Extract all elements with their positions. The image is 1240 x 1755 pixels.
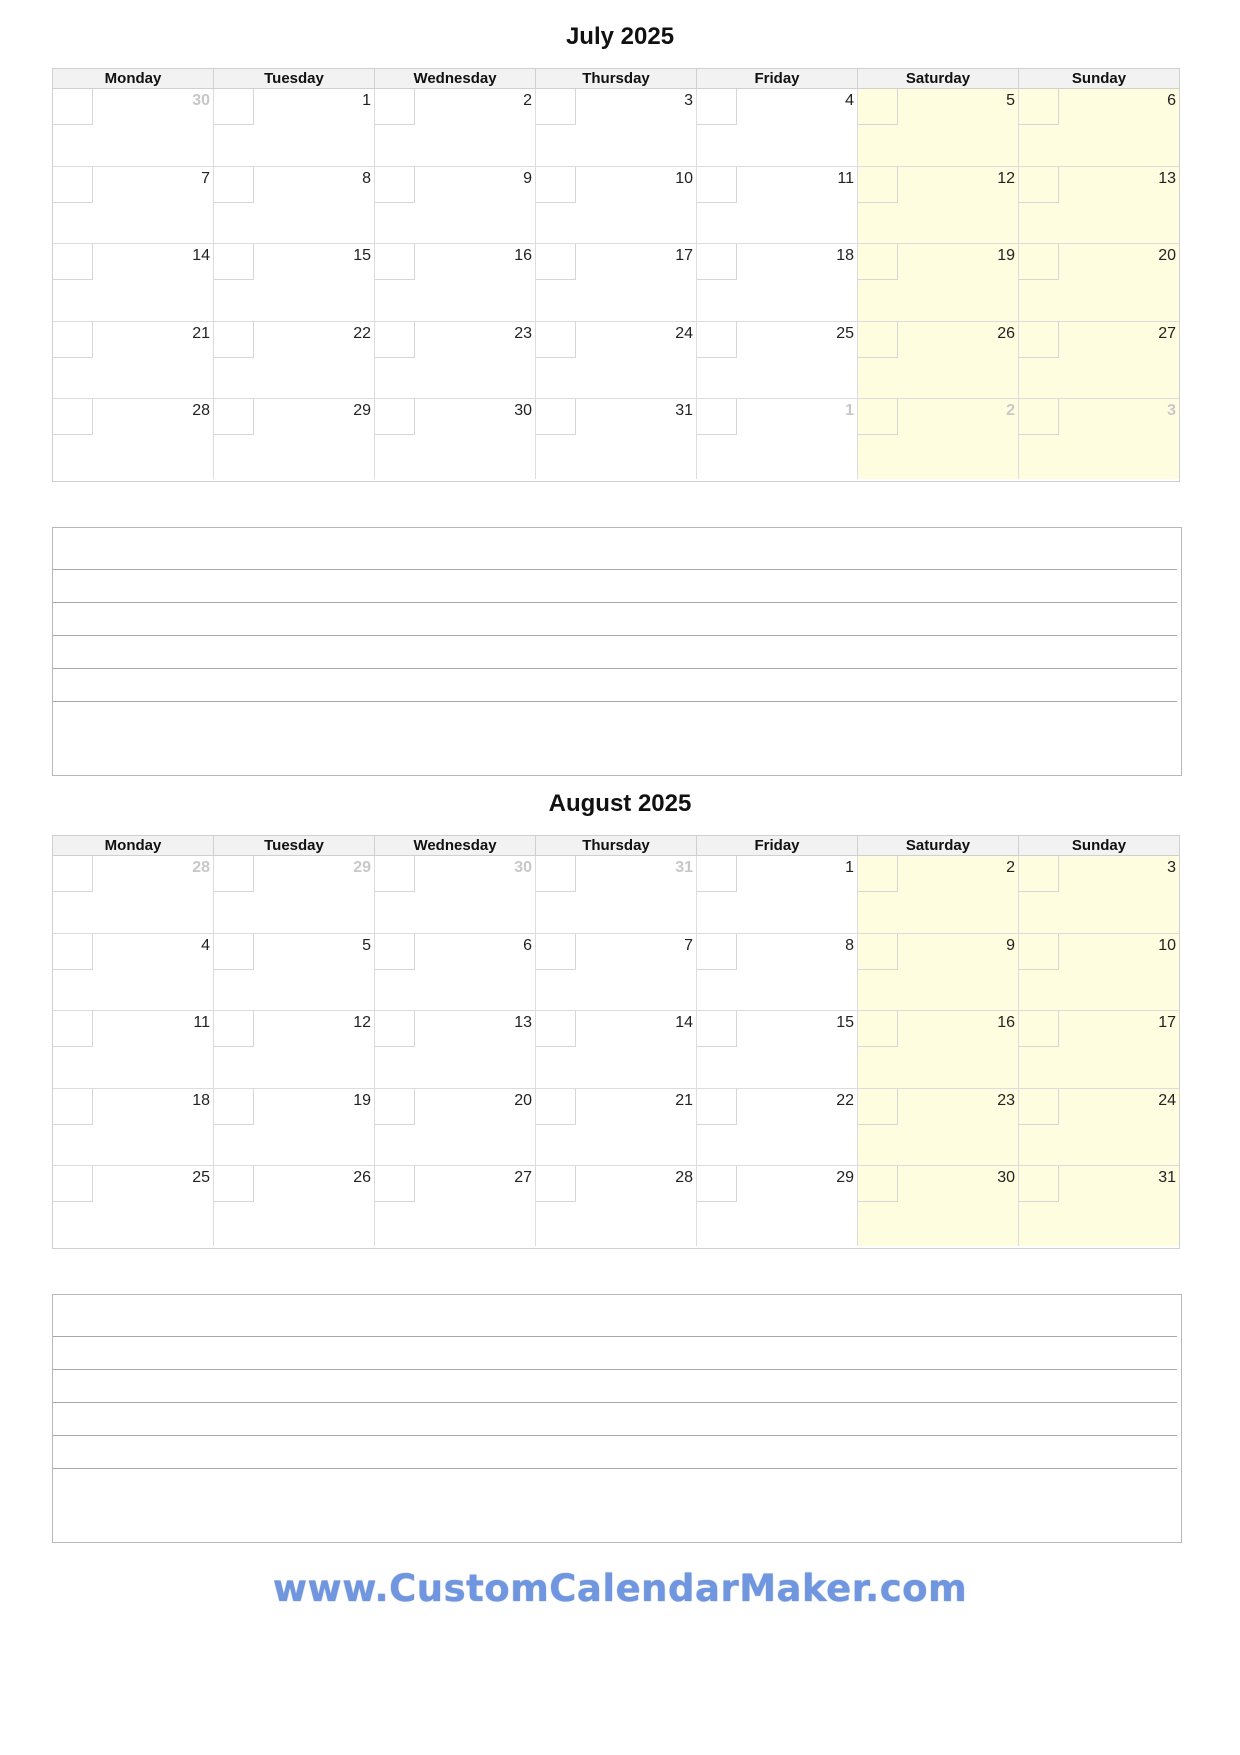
day-checkbox[interactable] [53, 167, 93, 203]
day-cell[interactable] [214, 1011, 375, 1088]
day-number: 29 [353, 402, 371, 420]
day-cell[interactable] [53, 934, 214, 1011]
day-cell[interactable] [53, 1166, 214, 1246]
day-number: 3 [684, 92, 693, 109]
day-number: 6 [523, 936, 532, 954]
day-cell[interactable] [697, 167, 858, 244]
notes-line [53, 1468, 1177, 1469]
day-checkbox[interactable] [1019, 244, 1059, 280]
notes-line [53, 569, 1177, 570]
day-cell[interactable] [375, 322, 536, 399]
day-checkbox[interactable] [214, 322, 254, 358]
day-checkbox[interactable] [858, 89, 898, 125]
day-number: 9 [1006, 936, 1015, 954]
day-number: 1 [845, 859, 854, 876]
day-checkbox[interactable] [1019, 322, 1059, 358]
day-number: 21 [675, 1091, 693, 1109]
weekday-header-row [53, 69, 1179, 89]
day-number: 13 [514, 1014, 532, 1032]
day-checkbox[interactable] [697, 399, 737, 435]
notes-line [53, 635, 1177, 636]
day-number: 18 [836, 247, 854, 265]
day-number: 25 [192, 1169, 210, 1187]
day-checkbox[interactable] [1019, 167, 1059, 203]
day-checkbox[interactable] [858, 1089, 898, 1125]
day-number: 29 [353, 859, 371, 876]
day-checkbox[interactable] [536, 1166, 576, 1202]
notes-line [53, 1336, 1177, 1337]
weekday-header-saturday: Saturday [858, 69, 1019, 88]
day-number: 28 [192, 859, 210, 876]
day-cell[interactable] [536, 934, 697, 1011]
notes-line [53, 1369, 1177, 1370]
day-number: 7 [201, 169, 210, 187]
day-checkbox[interactable] [214, 1011, 254, 1047]
notes-box-july [52, 527, 1182, 776]
day-checkbox[interactable] [1019, 934, 1059, 970]
day-cell[interactable] [375, 167, 536, 244]
day-number: 30 [514, 859, 532, 876]
day-checkbox[interactable] [375, 167, 415, 203]
week-row [53, 89, 1179, 167]
notes-line [53, 1402, 1177, 1403]
weekday-header-thursday: Thursday [536, 69, 697, 88]
calendar-grid-july [52, 68, 1180, 482]
day-cell[interactable] [375, 244, 536, 321]
day-number: 14 [192, 247, 210, 265]
day-number: 5 [362, 936, 371, 954]
day-checkbox[interactable] [697, 322, 737, 358]
day-checkbox[interactable] [214, 856, 254, 892]
day-checkbox[interactable] [214, 1166, 254, 1202]
day-number: 15 [353, 247, 371, 265]
day-cell[interactable] [858, 1089, 1019, 1166]
day-checkbox[interactable] [214, 1089, 254, 1125]
weekday-header-monday: Monday [53, 69, 214, 88]
day-number: 17 [1158, 1014, 1176, 1032]
day-cell[interactable] [1019, 167, 1179, 244]
day-checkbox[interactable] [53, 399, 93, 435]
day-number: 16 [997, 1014, 1015, 1032]
weekday-header-sunday: Sunday [1071, 70, 1127, 87]
day-checkbox[interactable] [53, 244, 93, 280]
month-title-august: August 2025 [548, 790, 692, 817]
month-title-july: July 2025 [565, 23, 675, 50]
day-checkbox[interactable] [858, 322, 898, 358]
footer-website-link[interactable]: www.CustomCalendarMaker.com [272, 1567, 968, 1610]
day-number: 22 [353, 324, 371, 342]
day-cell[interactable] [697, 89, 858, 166]
weekday-header-row [53, 836, 1179, 856]
day-number: 3 [1167, 402, 1176, 420]
weekday-header-monday: Monday [53, 836, 214, 855]
day-checkbox[interactable] [1019, 399, 1059, 435]
day-cell[interactable] [536, 1089, 697, 1166]
day-number: 3 [1167, 859, 1176, 876]
day-number: 25 [836, 324, 854, 342]
weekday-header-wednesday: Wednesday [375, 836, 536, 855]
day-number: 11 [193, 1014, 210, 1032]
day-checkbox[interactable] [375, 244, 415, 280]
day-checkbox[interactable] [53, 1089, 93, 1125]
day-cell[interactable] [375, 934, 536, 1011]
day-checkbox[interactable] [214, 89, 254, 125]
day-checkbox[interactable] [53, 1166, 93, 1202]
day-cell[interactable] [375, 1166, 536, 1246]
weekday-header-friday: Friday [697, 836, 858, 855]
day-cell[interactable] [536, 89, 697, 166]
weekday-header-friday: Friday [697, 69, 858, 88]
day-checkbox[interactable] [697, 1166, 737, 1202]
day-checkbox[interactable] [697, 1089, 737, 1125]
day-number: 30 [514, 402, 532, 420]
day-checkbox[interactable] [53, 322, 93, 358]
day-number: 26 [997, 324, 1015, 342]
day-checkbox[interactable] [375, 399, 415, 435]
day-number: 28 [675, 1169, 693, 1187]
day-cell[interactable] [697, 322, 858, 399]
weekday-header-wednesday: Wednesday [375, 69, 536, 88]
day-checkbox[interactable] [375, 322, 415, 358]
day-cell[interactable] [858, 1011, 1019, 1088]
day-number: 27 [514, 1169, 532, 1187]
day-cell[interactable] [214, 1166, 375, 1246]
day-cell[interactable] [375, 1011, 536, 1088]
day-cell[interactable] [1019, 322, 1179, 399]
notes-line [53, 602, 1177, 603]
day-cell[interactable] [697, 1011, 858, 1088]
day-cell[interactable] [375, 856, 536, 933]
day-cell[interactable] [536, 856, 697, 933]
day-cell[interactable] [53, 167, 214, 244]
day-number: 4 [201, 936, 210, 954]
calendar-grid-august [52, 835, 1180, 1249]
day-cell[interactable] [697, 856, 858, 933]
day-cell[interactable] [1019, 1011, 1179, 1088]
week-row [53, 1089, 1179, 1167]
day-checkbox[interactable] [214, 934, 254, 970]
day-checkbox[interactable] [536, 934, 576, 970]
day-checkbox[interactable] [1019, 1166, 1059, 1202]
day-cell[interactable] [1019, 934, 1179, 1011]
day-checkbox[interactable] [375, 1166, 415, 1202]
day-cell[interactable] [214, 244, 375, 321]
day-checkbox[interactable] [697, 856, 737, 892]
day-checkbox[interactable] [697, 167, 737, 203]
day-checkbox[interactable] [536, 1089, 576, 1125]
day-cell[interactable] [53, 856, 214, 933]
day-cell[interactable] [53, 244, 214, 321]
day-checkbox[interactable] [375, 1011, 415, 1047]
weekday-header-saturday: Saturday [858, 836, 1019, 855]
day-checkbox[interactable] [375, 1089, 415, 1125]
day-checkbox[interactable] [214, 167, 254, 203]
notes-line [53, 1435, 1177, 1436]
day-cell[interactable] [53, 1011, 214, 1088]
day-cell[interactable] [536, 167, 697, 244]
day-number: 31 [675, 402, 693, 420]
day-cell[interactable] [214, 89, 375, 166]
day-checkbox[interactable] [536, 89, 576, 125]
day-cell[interactable] [1019, 89, 1179, 166]
day-number: 5 [1006, 92, 1015, 109]
day-cell[interactable] [858, 399, 1019, 479]
weekday-header-sunday: Sunday [1071, 837, 1127, 854]
day-cell[interactable] [697, 244, 858, 321]
day-cell[interactable] [1019, 1166, 1179, 1246]
notes-line [53, 668, 1177, 669]
day-number: 29 [836, 1169, 854, 1187]
day-cell[interactable] [214, 322, 375, 399]
day-cell[interactable] [858, 934, 1019, 1011]
day-cell[interactable] [375, 1089, 536, 1166]
day-number: 28 [192, 402, 210, 420]
day-cell[interactable] [536, 322, 697, 399]
day-checkbox[interactable] [375, 934, 415, 970]
day-cell[interactable] [53, 322, 214, 399]
week-row [53, 856, 1179, 934]
week-row [53, 167, 1179, 245]
day-number: 8 [362, 169, 371, 187]
week-row [53, 399, 1179, 479]
day-checkbox[interactable] [536, 322, 576, 358]
day-number: 27 [1158, 324, 1176, 342]
day-number: 30 [997, 1169, 1015, 1187]
week-row [53, 244, 1179, 322]
day-cell[interactable] [858, 89, 1019, 166]
day-number: 20 [1158, 247, 1176, 265]
day-checkbox[interactable] [375, 89, 415, 125]
day-cell[interactable] [53, 89, 214, 166]
day-number: 12 [997, 169, 1015, 187]
day-number: 18 [192, 1091, 210, 1109]
day-cell[interactable] [53, 399, 214, 479]
day-number: 4 [845, 92, 854, 109]
day-number: 17 [675, 247, 693, 265]
day-checkbox[interactable] [697, 89, 737, 125]
day-checkbox[interactable] [1019, 89, 1059, 125]
day-number: 6 [1167, 92, 1176, 109]
day-checkbox[interactable] [858, 1166, 898, 1202]
day-number: 24 [1158, 1091, 1176, 1109]
day-checkbox[interactable] [536, 1011, 576, 1047]
day-number: 1 [845, 402, 854, 420]
day-checkbox[interactable] [858, 856, 898, 892]
day-cell[interactable] [697, 934, 858, 1011]
day-checkbox[interactable] [53, 856, 93, 892]
day-number: 31 [1158, 1169, 1176, 1187]
day-cell[interactable] [53, 1089, 214, 1166]
day-number: 1 [362, 92, 371, 109]
day-number: 23 [514, 324, 532, 342]
day-cell[interactable] [697, 399, 858, 479]
day-number: 23 [997, 1091, 1015, 1109]
day-cell[interactable] [375, 89, 536, 166]
day-checkbox[interactable] [858, 167, 898, 203]
day-checkbox[interactable] [53, 89, 93, 125]
day-number: 24 [675, 324, 693, 342]
day-number: 16 [514, 247, 532, 265]
day-number: 21 [192, 324, 210, 342]
day-checkbox[interactable] [1019, 856, 1059, 892]
day-number: 15 [836, 1014, 854, 1032]
week-row [53, 934, 1179, 1012]
day-number: 19 [353, 1091, 371, 1109]
day-number: 9 [523, 169, 532, 187]
day-number: 11 [837, 169, 854, 187]
day-number: 10 [675, 169, 693, 187]
day-cell[interactable] [536, 1166, 697, 1246]
day-cell[interactable] [536, 1011, 697, 1088]
day-cell[interactable] [214, 934, 375, 1011]
day-number: 2 [1006, 859, 1015, 876]
day-number: 2 [1006, 402, 1015, 420]
day-number: 20 [514, 1091, 532, 1109]
day-cell[interactable] [1019, 1089, 1179, 1166]
day-number: 30 [192, 92, 210, 109]
day-number: 10 [1158, 936, 1176, 954]
day-cell[interactable] [1019, 244, 1179, 321]
day-cell[interactable] [1019, 399, 1179, 479]
day-checkbox[interactable] [858, 1011, 898, 1047]
notes-box-august [52, 1294, 1182, 1543]
day-checkbox[interactable] [858, 399, 898, 435]
weekday-header-tuesday: Tuesday [214, 69, 375, 88]
day-checkbox[interactable] [536, 167, 576, 203]
day-checkbox[interactable] [697, 244, 737, 280]
day-cell[interactable] [858, 856, 1019, 933]
day-checkbox[interactable] [858, 244, 898, 280]
day-cell[interactable] [214, 856, 375, 933]
day-number: 19 [997, 247, 1015, 265]
day-checkbox[interactable] [697, 1011, 737, 1047]
day-checkbox[interactable] [1019, 1011, 1059, 1047]
day-number: 14 [675, 1014, 693, 1032]
day-number: 12 [353, 1014, 371, 1032]
week-row [53, 1166, 1179, 1246]
day-cell[interactable] [214, 167, 375, 244]
day-checkbox[interactable] [53, 1011, 93, 1047]
week-row [53, 1011, 1179, 1089]
week-row [53, 322, 1179, 400]
day-checkbox[interactable] [697, 934, 737, 970]
day-number: 8 [845, 936, 854, 954]
day-checkbox[interactable] [1019, 1089, 1059, 1125]
day-cell[interactable] [697, 1166, 858, 1246]
day-cell[interactable] [858, 244, 1019, 321]
day-number: 31 [675, 859, 693, 876]
day-checkbox[interactable] [214, 244, 254, 280]
day-number: 2 [523, 92, 532, 109]
day-checkbox[interactable] [536, 856, 576, 892]
day-cell[interactable] [214, 1089, 375, 1166]
day-cell[interactable] [858, 1166, 1019, 1246]
weekday-header-tuesday: Tuesday [214, 836, 375, 855]
day-cell[interactable] [536, 244, 697, 321]
day-cell[interactable] [697, 1089, 858, 1166]
day-cell[interactable] [375, 399, 536, 479]
day-number: 13 [1158, 169, 1176, 187]
day-checkbox[interactable] [858, 934, 898, 970]
day-checkbox[interactable] [375, 856, 415, 892]
day-checkbox[interactable] [53, 934, 93, 970]
day-number: 7 [684, 936, 693, 954]
day-number: 22 [836, 1091, 854, 1109]
day-checkbox[interactable] [536, 399, 576, 435]
day-checkbox[interactable] [536, 244, 576, 280]
weekday-header-thursday: Thursday [536, 836, 697, 855]
day-cell[interactable] [858, 167, 1019, 244]
day-number: 26 [353, 1169, 371, 1187]
day-cell[interactable] [1019, 856, 1179, 933]
day-checkbox[interactable] [214, 399, 254, 435]
day-cell[interactable] [536, 399, 697, 479]
day-cell[interactable] [214, 399, 375, 479]
day-cell[interactable] [858, 322, 1019, 399]
notes-line [53, 701, 1177, 702]
